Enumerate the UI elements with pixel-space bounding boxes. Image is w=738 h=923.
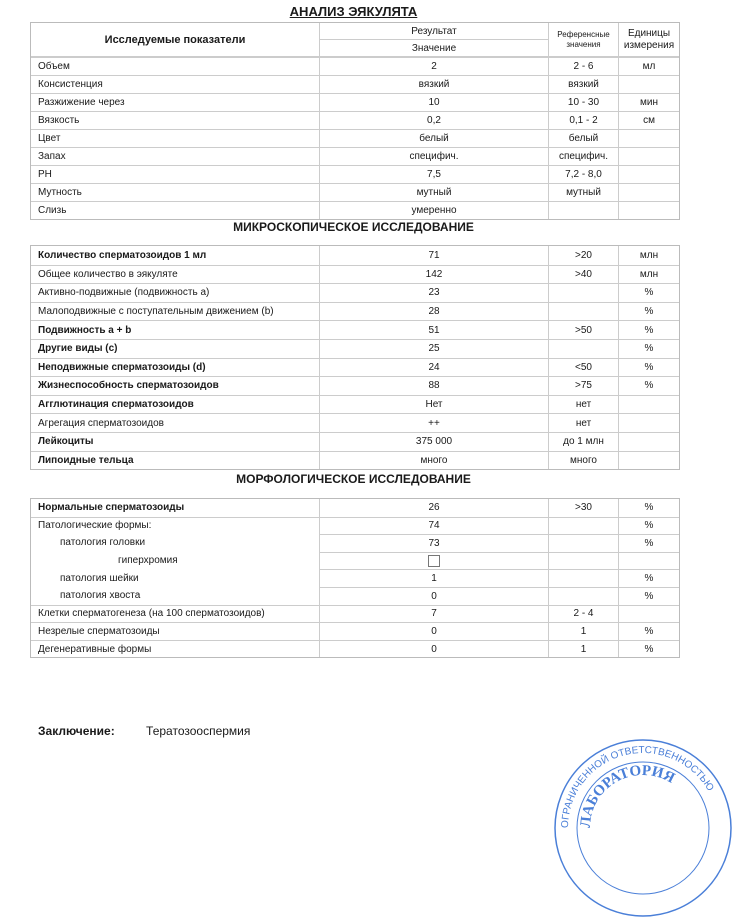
row-name: Липоидные тельца [31, 452, 320, 470]
morphologic-title: МОРФОЛОГИЧЕСКОЕ ИССЛЕДОВАНИЕ [236, 472, 471, 486]
table-row [31, 499, 679, 517]
row-value: 1 [320, 569, 549, 587]
row-reference: 2 - 6 [549, 58, 619, 75]
row-reference: 1 [549, 623, 619, 640]
header-result [320, 23, 549, 56]
row-unit: % [644, 502, 654, 514]
header-result-label: Результат [320, 23, 548, 40]
row-name: Неподвижные сперматозоиды (d) [31, 359, 320, 377]
row-reference: мутный [549, 184, 619, 201]
row-name: Незрелые сперматозоиды [31, 623, 320, 640]
table-row [31, 320, 679, 339]
stamp-outer-text: ОГРАНИЧЕННОЙ ОТВЕТСТВЕННОСТЬЮ [559, 744, 716, 829]
table-row [31, 451, 679, 470]
table-row [31, 587, 679, 605]
table-row [31, 640, 679, 658]
row-reference [549, 587, 619, 605]
row-reference [549, 340, 619, 358]
row-reference [549, 552, 619, 570]
row-value: 28 [320, 303, 549, 321]
row-value: 23 [320, 284, 549, 302]
row-unit: см [643, 115, 655, 126]
row-name: Слизь [31, 202, 320, 219]
row-unit [619, 433, 679, 451]
table-row [31, 57, 679, 75]
row-value: мутный [320, 184, 549, 201]
header-indicators: Исследуемые показатели [31, 23, 320, 56]
row-value: 74 [320, 518, 549, 535]
table-row [31, 111, 679, 129]
row-name: Количество сперматозоидов 1 мл [31, 246, 320, 265]
row-unit: % [619, 534, 679, 552]
row-unit: % [644, 306, 654, 318]
row-value: специфич. [320, 148, 549, 165]
row-reference: 7,2 - 8,0 [549, 166, 619, 183]
table-row [31, 283, 679, 302]
row-unit [619, 396, 679, 414]
row-value: ++ [320, 414, 549, 432]
table-row [31, 622, 679, 640]
table-row [31, 129, 679, 147]
row-name: Другие виды (c) [31, 340, 320, 358]
row-name: патология головки [31, 534, 320, 552]
row-name: Патологические формы: [31, 518, 320, 535]
row-name: Активно-подвижные (подвижность a) [31, 284, 320, 302]
row-unit: % [644, 343, 654, 355]
row-unit [619, 414, 679, 432]
row-unit: % [644, 287, 654, 299]
row-value: 7 [320, 606, 549, 623]
row-unit: млн [639, 249, 659, 261]
row-value: 7,5 [320, 166, 549, 183]
table-row [31, 246, 679, 265]
row-name: Нормальные сперматозоиды [31, 499, 320, 517]
row-unit [619, 202, 679, 219]
row-unit: млн [639, 268, 659, 280]
table-row [31, 569, 679, 587]
table-row [31, 302, 679, 321]
row-reference [549, 569, 619, 587]
table-row [31, 93, 679, 111]
row-unit: % [644, 380, 654, 392]
row-unit [619, 148, 679, 165]
row-reference: >50 [549, 321, 619, 339]
row-value: 0 [320, 641, 549, 658]
row-unit: % [619, 569, 679, 587]
laboratory-stamp [548, 733, 738, 923]
row-unit [619, 166, 679, 183]
row-value: 0 [320, 587, 549, 605]
row-reference: 10 - 30 [549, 94, 619, 111]
conclusion-value: Тератозооспермия [146, 724, 251, 738]
row-reference: 2 - 4 [549, 606, 619, 623]
row-unit: % [644, 324, 654, 336]
row-reference: >20 [549, 246, 619, 265]
row-reference: вязкий [549, 76, 619, 93]
row-unit: мл [642, 61, 656, 72]
table-row [31, 75, 679, 93]
table-row [31, 552, 679, 570]
row-reference [549, 284, 619, 302]
row-value: вязкий [320, 76, 549, 93]
row-name: Агглютинация сперматозоидов [31, 396, 320, 414]
svg-text:ОГРАНИЧЕННОЙ ОТВЕТСТВЕННОСТЬЮ [560, 745, 716, 828]
row-value: 25 [320, 340, 549, 358]
microscopic-table [30, 245, 680, 470]
row-value: 0,2 [320, 112, 549, 129]
row-name: Клетки сперматогенеза (на 100 сперматозоидов) [31, 606, 320, 623]
table-row [31, 339, 679, 358]
row-unit [619, 76, 679, 93]
table-row [31, 147, 679, 165]
microscopic-title: МИКРОСКОПИЧЕСКОЕ ИССЛЕДОВАНИЕ [233, 220, 474, 234]
row-name: Подвижность a + b [31, 321, 320, 339]
row-reference: >75 [549, 377, 619, 395]
row-reference: 0,1 - 2 [549, 112, 619, 129]
stamp-inner-text: ЛАБОРАТОРИЯ [577, 762, 678, 829]
row-value: много [320, 452, 549, 470]
row-name: Жизнеспособность сперматозоидов [31, 377, 320, 395]
row-unit [619, 552, 679, 570]
row-name: Агрегация сперматозоидов [31, 414, 320, 432]
header-value-label: Значение [411, 42, 457, 54]
row-unit [619, 606, 679, 623]
row-value: 0 [320, 623, 549, 640]
row-value: Нет [320, 396, 549, 414]
row-reference: белый [549, 130, 619, 147]
row-reference [549, 518, 619, 535]
row-value: 71 [320, 246, 549, 265]
row-reference: >40 [549, 266, 619, 284]
row-name: Объем [31, 58, 320, 75]
table-row [31, 201, 679, 219]
row-unit: % [644, 520, 654, 532]
table-header [31, 23, 679, 57]
header-units: Единицы измерения [623, 27, 675, 51]
row-name: Цвет [31, 130, 320, 147]
row-value: 26 [320, 499, 549, 517]
row-reference: 1 [549, 641, 619, 658]
row-reference: нет [549, 414, 619, 432]
row-reference: до 1 млн [549, 433, 619, 451]
row-value: 2 [320, 58, 549, 75]
hyperchromia-checkbox[interactable] [428, 555, 440, 567]
row-value: 10 [320, 94, 549, 111]
row-unit: % [619, 587, 679, 605]
row-name: PH [31, 166, 320, 183]
row-name: гиперхромия [31, 552, 320, 570]
row-unit [619, 130, 679, 147]
row-name: патология хвоста [31, 587, 320, 605]
row-reference: нет [549, 396, 619, 414]
table-row [31, 413, 679, 432]
row-value: белый [320, 130, 549, 147]
table-row [31, 358, 679, 377]
row-name: Дегенеративные формы [31, 641, 320, 658]
row-value: 73 [320, 534, 549, 552]
conclusion [38, 724, 250, 738]
row-name: Запах [31, 148, 320, 165]
row-unit: % [644, 361, 654, 373]
conclusion-label: Заключение: [38, 724, 115, 738]
header-reference: Референсные значения [549, 23, 619, 56]
row-value: 24 [320, 359, 549, 377]
row-name: Лейкоциты [31, 433, 320, 451]
row-name: Мутность [31, 184, 320, 201]
table-row [31, 517, 679, 535]
row-reference [549, 534, 619, 552]
row-unit: % [644, 643, 654, 655]
row-reference: <50 [549, 359, 619, 377]
row-reference [549, 303, 619, 321]
row-unit: % [644, 625, 654, 637]
row-name: Разжижение через [31, 94, 320, 111]
row-value [320, 552, 549, 570]
row-unit [619, 184, 679, 201]
table-row [31, 265, 679, 284]
table-row [31, 165, 679, 183]
row-reference: много [549, 452, 619, 470]
row-value: 88 [320, 377, 549, 395]
row-value: 51 [320, 321, 549, 339]
table-row [31, 395, 679, 414]
row-reference: специфич. [549, 148, 619, 165]
row-name: Общее количество в эякуляте [31, 266, 320, 284]
row-name: Вязкость [31, 112, 320, 129]
table-row [31, 376, 679, 395]
row-unit: мин [640, 97, 658, 108]
row-unit [619, 452, 679, 470]
morphologic-table [30, 498, 680, 658]
row-reference [549, 202, 619, 219]
row-name: Консистенция [31, 76, 320, 93]
general-table [30, 22, 680, 220]
row-value: 142 [320, 266, 549, 284]
table-row [31, 432, 679, 451]
row-value: 375 000 [320, 433, 549, 451]
row-reference: >30 [549, 499, 619, 517]
table-row [31, 605, 679, 623]
row-name: патология шейки [31, 569, 320, 587]
table-row [31, 534, 679, 552]
row-name: Малоподвижные с поступательным движением (b) [31, 303, 320, 321]
table-row [31, 183, 679, 201]
row-value: умеренно [320, 202, 549, 219]
document-title: АНАЛИЗ ЭЯКУЛЯТА [289, 4, 418, 19]
